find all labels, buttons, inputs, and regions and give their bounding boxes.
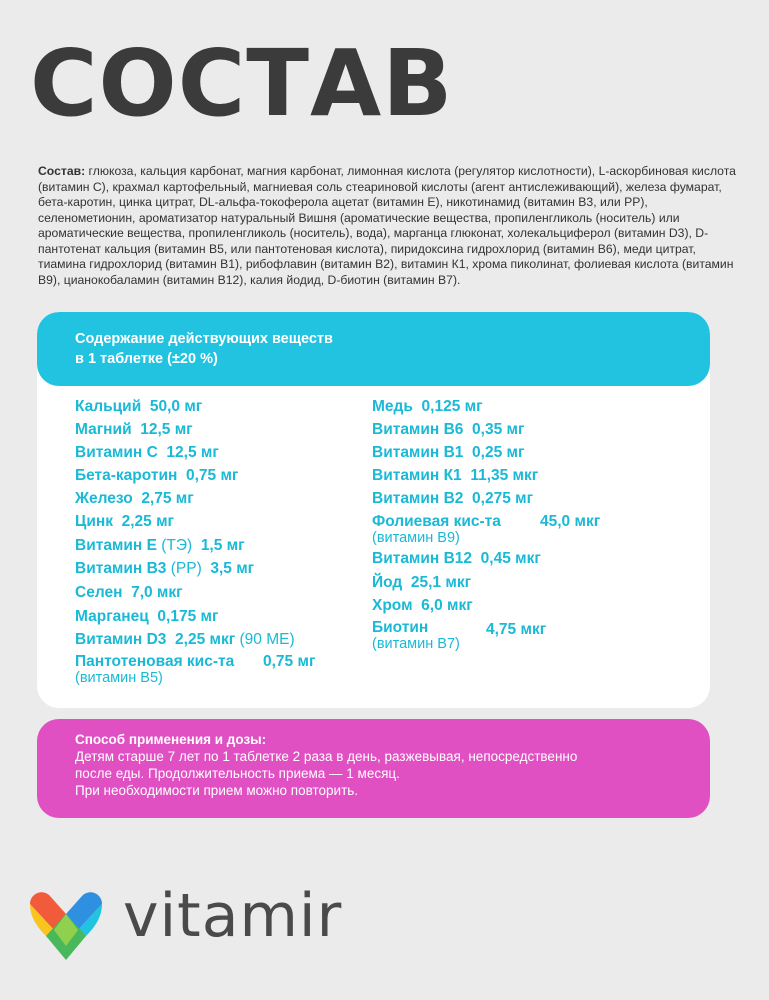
nutrient-item: Хром 6,0 мкг	[372, 597, 473, 614]
content-card-title-line2: в 1 таблетке (±20 %)	[75, 351, 218, 367]
nutrient-item: Селен 7,0 мкг	[75, 584, 183, 601]
nutrient-item: Витамин В6 0,35 мг	[372, 421, 525, 438]
nutrient-item: Фолиевая кис-та (витамин В9) 45,0 мкг	[372, 513, 601, 546]
composition-paragraph	[38, 164, 738, 288]
dosage-card	[37, 719, 710, 818]
nutrient-item: Витамин Е (ТЭ) 1,5 мг	[75, 537, 245, 554]
nutrient-item: Витамин С 12,5 мг	[75, 444, 219, 461]
nutrient-item: Медь 0,125 мг	[372, 398, 483, 415]
nutrient-item: Марганец 0,175 мг	[75, 608, 219, 625]
nutrient-item: Витамин В3 (РР) 3,5 мг	[75, 560, 255, 577]
content-card-title	[75, 329, 333, 369]
dosage-text: Детям старше 7 лет по 1 таблетке 2 раза в день, разжевывая, непосредственно после еды. Продолжительность приема — 1 месяц. При необходимости прием можно повторить.	[75, 749, 578, 798]
nutrient-item: Цинк 2,25 мг	[75, 513, 175, 530]
nutrient-item: Йод 25,1 мкг	[372, 574, 472, 591]
nutrient-item: Витамин В2 0,275 мг	[372, 490, 534, 507]
content-card-header	[37, 312, 710, 386]
nutrient-item: Витамин В12 0,45 мкг	[372, 550, 541, 567]
nutrient-item: Витамин D3 2,25 мкг (90 МЕ)	[75, 631, 295, 648]
composition-label: Состав:	[38, 164, 86, 178]
nutrient-item: Витамин В1 0,25 мг	[372, 444, 525, 461]
nutrient-item: Магний 12,5 мг	[75, 421, 193, 438]
nutrient-item: Железо 2,75 мг	[75, 490, 194, 507]
page-title: СОСТАВ	[30, 30, 454, 137]
v-heart-logo-icon	[26, 890, 106, 962]
nutrient-item: Кальций 50,0 мг	[75, 398, 203, 415]
nutrient-item: Биотин (витамин В7) 4,75 мкг	[372, 619, 547, 652]
content-card-title-line1: Содержание действующих веществ	[75, 331, 333, 347]
composition-text: глюкоза, кальция карбонат, магния карбонат, лимонная кислота (регулятор кислотности), L-аскорбиновая кислота (витамин С), крахмал картофельный, магниевая соль стеариновой кислоты (агент антислеживающий), железа фумарат, бета-каротин, цинка цитрат, DL-альфа-токоферола ацетат (витамин Е), никотинамид (витамин В3, или PP), селенометионин, ароматизатор натуральный Вишня (ароматические вещества, пропиленгликоль (носитель) или ароматические вещества, пропиленгликоль (носитель), вода), марганца глюконат, холекальциферол (витамин D3), D-пантотенат кальция (витамин В5, или пантотеновая кислота), пиридоксина гидрохлорид (витамин В6), меди цитрат, тиамина гидрохлорид (витамин В1), рибофлавин (витамин В2), витамин К1, хрома пиколинат, фолиевая кислота (витамин В9), цианокобаламин (витамин В12), калия йодид, D-биотин (витамин В7).	[38, 164, 736, 287]
nutrient-item: Бета-каротин 0,75 мг	[75, 467, 239, 484]
nutrient-item: Витамин К1 11,35 мкг	[372, 467, 539, 484]
brand-name: vitamir	[123, 881, 343, 951]
dosage-title: Способ применения и дозы:	[75, 732, 267, 747]
nutrient-item: Пантотеновая кис-та (витамин В5) 0,75 мг	[75, 653, 316, 686]
content-card	[37, 312, 710, 708]
